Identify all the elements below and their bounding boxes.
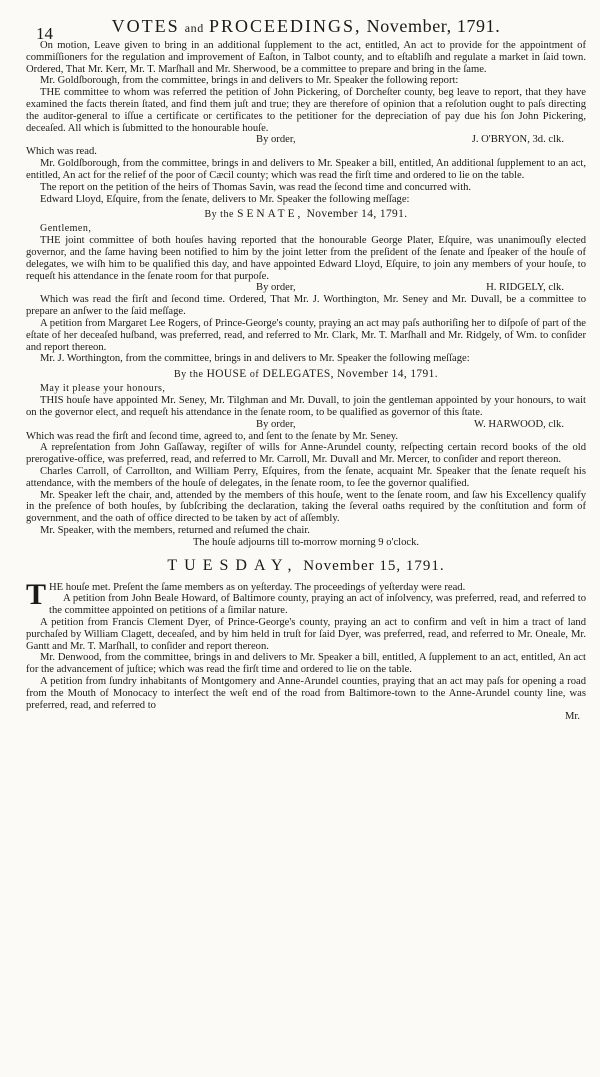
senate-heading-by-the: By the	[204, 209, 234, 221]
signature-line	[26, 419, 586, 431]
running-title-date: November, 1791.	[366, 16, 501, 36]
signature-by-order: By order,	[256, 134, 296, 146]
senate-message: THE joint committee of both houſes having reported that the honourable George Plater, Eſquire, was unanimouſly elected governor, and the ſame having been notified to him by the joint letter from the preſident of the ſenate and ſpeaker of the houſe of delegates, we wiſh him to be qualified this day, and have appointed Edward Lloyd, Eſquire, to join any members of your houſe, to requeſt his attendance in the ſenate room for that purpoſe.	[26, 235, 586, 282]
signature-name: J. O'BRYON, 3d. clk.	[471, 134, 564, 146]
running-title	[26, 16, 586, 37]
running-title-part1: VOTES	[111, 16, 180, 36]
signature-line	[26, 134, 586, 146]
signature-name: W. HARWOOD, clk.	[474, 418, 564, 430]
paragraph: A petition from ſundry inhabitants of Montgomery and Anne-Arundel counties, praying that an act may paſs for opening a road from the Mouth of Monocacy to interſect the weſt end of the road from Baltimore-town to the Anne-Arundel county line, was preferred, read, and referred to	[26, 676, 586, 711]
senate-heading-senate: SENATE,	[237, 208, 304, 221]
paragraph: The report on the petition of the heirs of Thomas Savin, was read the ſecond time and concurred with.	[40, 181, 472, 193]
paragraph: Mr. Speaker, with the members, returned and reſumed the chair.	[40, 524, 310, 536]
catchword: Mr.	[564, 711, 580, 723]
page-number: 14	[36, 24, 53, 43]
paragraph: Which was read the firſt and ſecond time, agreed to, and ſent to the ſenate by Mr. Seney.	[26, 430, 399, 442]
paragraph: A petition from John Beale Howard, of Baltimore county, praying an act of inſolvency, was preferred, read, and referred to the committee appointed on petitions of a ſimilar nature.	[49, 593, 586, 617]
paragraph: Mr. Goldſborough, from the committee, brings in and delivers to Mr. Speaker the following report:	[40, 75, 459, 87]
day-first-text: HE houſe met. Preſent the ſame members as on yeſterday. The proceedings of yeſterday were read.	[49, 581, 466, 593]
paragraph: On motion, Leave given to bring in an additional ſupplement to the act, entitled, An act to provide for the appointment of commiſſioners for the regulation and improvement of Eaſton, in Talbot county, and to eſtabliſh and regulate a market in ſaid town. Ordered, That Mr. Kerr, Mr. T. Marſhall and Mr. Sherwood, be a committee to prepare and bring in the ſame.	[26, 40, 586, 75]
page-header	[26, 0, 586, 43]
house-heading-delegates: DELEGATES,	[262, 368, 334, 381]
paragraph: A repreſentation from John Gaſſaway, regiſter of wills for Anne-Arundel county, reſpecting certain record books of the old prerogative-office, was preferred, read, and referred to Mr. Carroll, Mr. Duvall and Mr. Mercer, to conſider and report thereon.	[26, 442, 586, 466]
paragraph: Mr. Goldſborough, from the committee, brings in and delivers to Mr. Speaker a bill, entitled, An additional ſupplement to an act, entitled, An act for the relief of the poor of Cæcil county; which was read the firſt time and ordered to lie on the table.	[26, 158, 586, 181]
paragraph: THE committee to whom was referred the petition of John Pickering, of Dorcheſter county, beg leave to report, that they have examined the facts therein ſtated, and find them juſt and true; they are therefore of opinion that a reſolution ought to paſs directing the auditor-general to iſſue a certificate or certificates to the petitioner for the depreciation of pay due his ſon John Pickering, deceaſed. All which is ſubmitted to the honourable houſe.	[26, 87, 586, 134]
paragraph: A petition from Margaret Lee Rogers, of Prince-George's county, praying an act may paſs authoriſing her to diſpoſe of part of the eſtate of her deceaſed huſband, was preferred, read, and referred to Mr. Clark, Mr. T. Marſhall and Mr. Ridgely, of Wm. to conſider and report thereon.	[26, 317, 586, 353]
running-title-part2: PROCEEDINGS,	[208, 16, 362, 36]
paragraph: Mr. J. Worthington, from the committee, brings in and delivers to Mr. Speaker the following meſſage:	[40, 353, 470, 365]
paragraph: Mr. Speaker left the chair, and, attended by the members of this houſe, went to the ſenate room, and ſaw his Excellency qualify in the preſence of both houſes, by ſubſcribing the declaration, taking the ſeveral oaths required by the conſtitution and form of government, and the oath of office directed to be taken by act of aſſembly.	[26, 489, 586, 525]
signature-line	[26, 282, 586, 294]
signature-by-order: By order,	[256, 282, 296, 294]
paragraph: Which was read the firſt and ſecond time. Ordered, That Mr. J. Worthington, Mr. Seney and Mr. Duvall, be a committee to prepare an anſwer to the ſaid meſſage.	[26, 294, 586, 318]
house-heading-by-the: By the	[174, 369, 204, 381]
house-heading-date: November 14, 1791.	[337, 368, 438, 381]
paragraph: Edward Lloyd, Eſquire, from the ſenate, delivers to Mr. Speaker the following meſſage:	[40, 193, 410, 205]
drop-cap: T	[26, 577, 47, 611]
day-heading-day: TUESDAY,	[167, 556, 299, 574]
signature-name: H. RIDGELY, clk.	[486, 282, 564, 294]
house-heading-house: HOUSE	[206, 368, 247, 381]
adjournment-line: The houſe adjourns till to-morrow morning 9 o'clock.	[192, 536, 420, 548]
senate-salutation: Gentlemen,	[40, 223, 92, 235]
day-heading-date: November 15, 1791.	[303, 557, 445, 574]
senate-heading	[26, 207, 586, 222]
paragraph: Mr. Denwood, from the committee, brings in and delivers to Mr. Speaker a bill, entitled, A ſupplement to an act, entitled, An act for the advancement of juſtice; which was read the firſt time and ordered to lie on the table.	[26, 652, 586, 676]
house-salutation: May it please your honours,	[40, 383, 166, 395]
paragraph: Charles Carroll, of Carrollton, and William Perry, Eſquires, from the ſenate, acquaint Mr. Speaker that the ſenate requeſt his attendance, with the members of the houſe of delegates, in the ſenate room, to ſee the governor qualified.	[26, 465, 586, 489]
paragraph: A petition from Francis Clement Dyer, of Prince-George's county, praying an act to confirm and veſt in him a tract of land purchaſed by William Clagett, deceaſed, and by him held in truſt for ſaid Dyer, was preferred, read, and referred to Mr. Oneale, Mr. Gantt and Mr. T. Marſhall, to conſider and report thereon.	[26, 617, 586, 652]
paragraph: Which was read.	[26, 146, 97, 158]
running-title-and: and	[184, 21, 204, 35]
house-message: THIS houſe have appointed Mr. Seney, Mr. Tilghman and Mr. Duvall, to join the gentleman appointed by your honours, to wait on the governor elect, and requeſt his attendance in the ſenate room, to be qualified as governor of this ſtate.	[26, 394, 586, 418]
house-heading-of: of	[249, 369, 260, 381]
senate-heading-date: November 14, 1791.	[306, 208, 408, 221]
signature-by-order: By order,	[256, 418, 296, 430]
house-heading	[26, 367, 586, 382]
day-heading	[26, 557, 586, 579]
